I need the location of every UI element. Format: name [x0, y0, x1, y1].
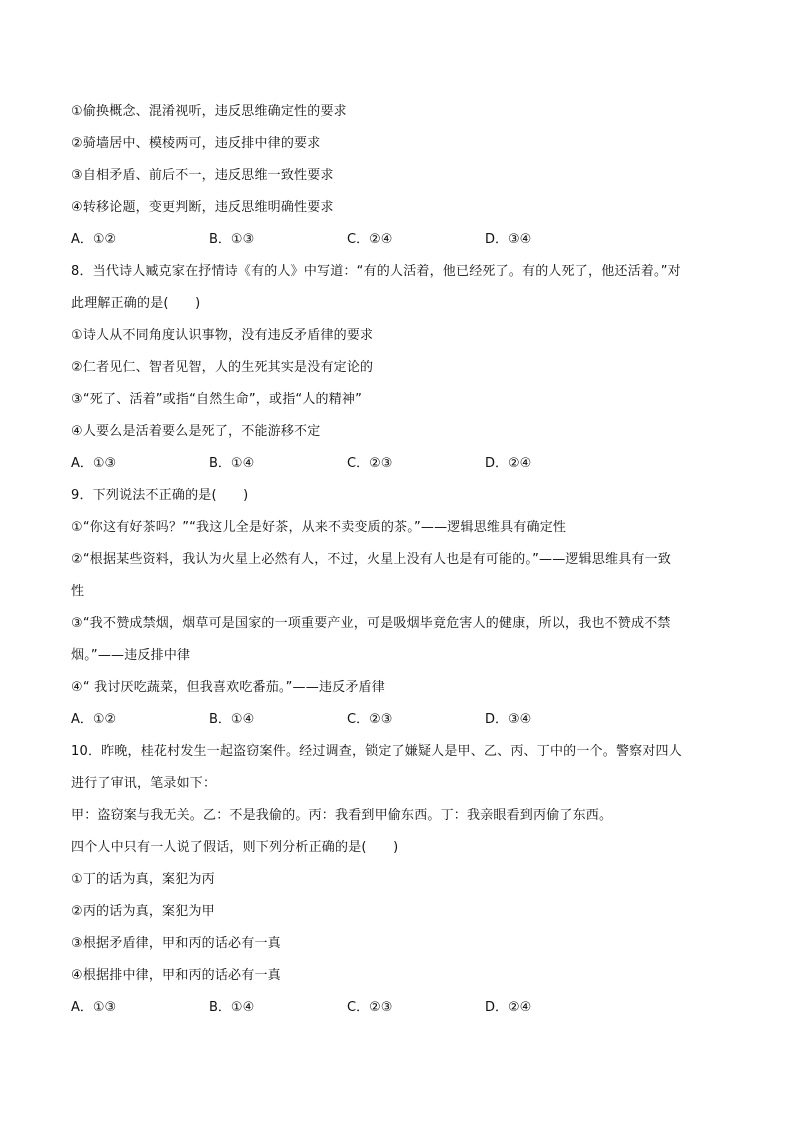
answer-options-q8: [71, 448, 721, 480]
option-d: D．②④: [485, 1000, 532, 1015]
exam-page: [71, 96, 721, 1024]
option-b: B．①③: [209, 232, 255, 247]
answer-options-q7: [71, 224, 721, 256]
statement-3: ③根据矛盾律，甲和丙的话必有一真: [71, 936, 281, 951]
statement-4: ④人要么是活着要么是死了，不能游移不定: [71, 424, 321, 439]
question-9-stem: 9．下列说法不正确的是( ): [71, 488, 249, 503]
answer-options-q10: [71, 992, 721, 1024]
question-10-stem-cont: 进行了审讯，笔录如下：: [71, 776, 217, 791]
statement-1: ①“你这有好茶吗？”“我这儿全是好茶，从来不卖变质的茶。”——逻辑思维具有确定性: [71, 520, 567, 535]
question-10-prompt: 四个人中只有一人说了假话，则下列分析正确的是( ): [71, 840, 399, 855]
option-d: D．③④: [485, 712, 532, 727]
statement-1: ①偷换概念、混淆视听，违反思维确定性的要求: [71, 104, 347, 119]
statement-1: ①丁的话为真，案犯为丙: [71, 872, 215, 887]
statement-3-cont: 烟。”——违反排中律: [71, 648, 191, 663]
question-8-stem-cont: 此理解正确的是( ): [71, 296, 201, 311]
option-d: D．②④: [485, 456, 532, 471]
question-10-stem: 10．昨晚，桂花村发生一起盗窃案件。经过调查，锁定了嫌疑人是甲、乙、丙、丁中的一个。警察对四人: [71, 744, 682, 759]
statement-1: ①诗人从不同角度认识事物，没有违反矛盾律的要求: [71, 328, 374, 343]
interrogation-record: 甲：盗窃案与我无关。乙：不是我偷的。丙：我看到甲偷东西。丁：我亲眼看到丙偷了东西。: [71, 808, 613, 823]
statement-2: ②“根据某些资料，我认为火星上必然有人，不过，火星上没有人也是有可能的。”——逻辑思维具有一致: [71, 552, 672, 567]
option-b: B．①④: [209, 712, 255, 727]
option-b: B．①④: [209, 1000, 255, 1015]
statement-3: ③自相矛盾、前后不一，违反思维一致性要求: [71, 168, 334, 183]
option-a: A．①②: [71, 232, 117, 247]
statement-4: ④根据排中律，甲和丙的话必有一真: [71, 968, 281, 983]
option-c: C．②③: [347, 712, 393, 727]
option-a: A．①③: [71, 456, 117, 471]
statement-2: ②丙的话为真，案犯为甲: [71, 904, 215, 919]
statement-2: ②仁者见仁、智者见智，人的生死其实是没有定论的: [71, 360, 374, 375]
answer-options-q9: [71, 704, 721, 736]
statement-2: ②骑墙居中、模棱两可，违反排中律的要求: [71, 136, 321, 151]
question-8-stem: 8．当代诗人臧克家在抒情诗《有的人》中写道：“有的人活着，他已经死了。有的人死了，他还活着。”对: [71, 264, 681, 279]
statement-2-cont: 性: [71, 584, 85, 599]
statement-4: ④转移论题，变更判断，违反思维明确性要求: [71, 200, 334, 215]
option-c: C．②④: [347, 232, 393, 247]
statement-3: ③“死了、活着”或指“自然生命”，或指“人的精神”: [71, 392, 363, 407]
option-b: B．①④: [209, 456, 255, 471]
option-c: C．②③: [347, 1000, 393, 1015]
option-c: C．②③: [347, 456, 393, 471]
option-d: D．③④: [485, 232, 532, 247]
option-a: A．①③: [71, 1000, 117, 1015]
statement-4: ④“ 我讨厌吃蔬菜，但我喜欢吃番茄。”——违反矛盾律: [71, 680, 385, 695]
option-a: A．①②: [71, 712, 117, 727]
statement-3: ③“我不赞成禁烟，烟草可是国家的一项重要产业，可是吸烟毕竟危害人的健康，所以，我也不赞成不禁: [71, 616, 671, 631]
